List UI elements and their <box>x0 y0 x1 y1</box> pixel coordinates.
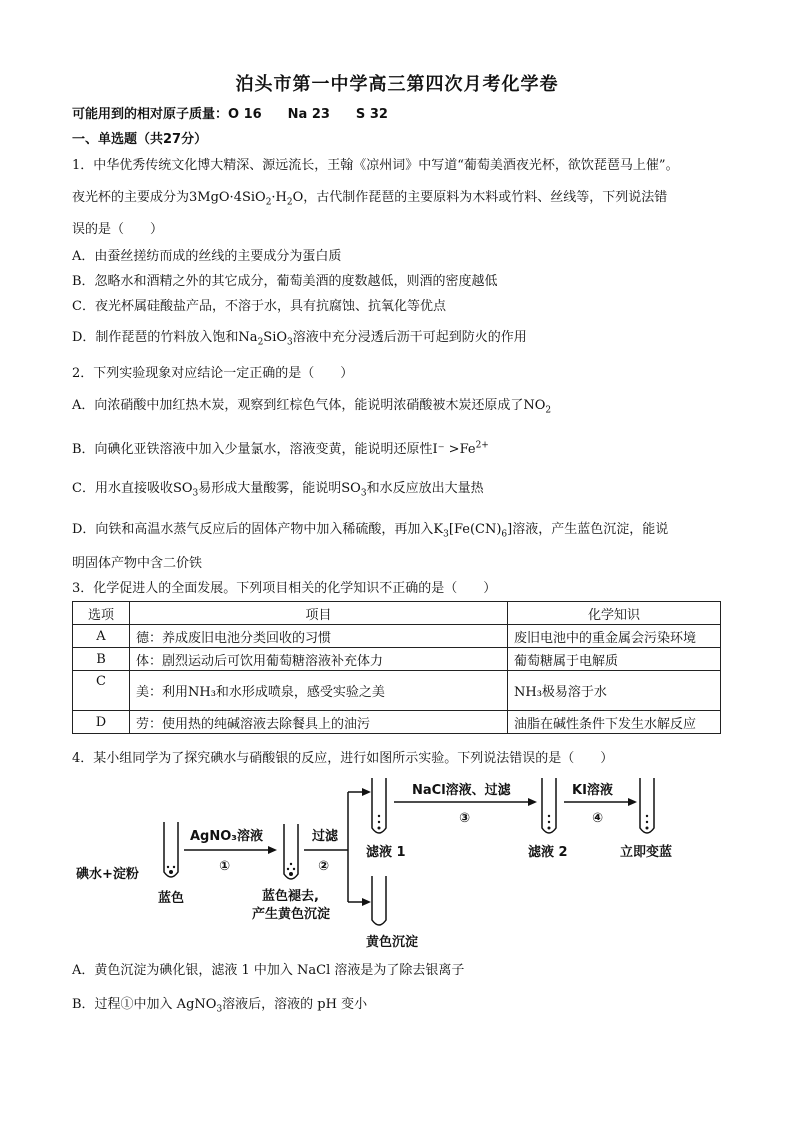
label-decolor: 蓝色褪去, <box>262 889 319 904</box>
row-item: 体：剧烈运动后可饮用葡萄糖溶液补充体力 <box>130 648 508 671</box>
q1-option-b: B．忽略水和酒精之外的其它成分，葡萄美酒的度数越低，则酒的密度越低 <box>72 274 498 289</box>
row-item: 德：养成废旧电池分类回收的习惯 <box>130 625 508 648</box>
q4-option-b: B．过程①中加入 AgNO$_3$溶液后，溶液的 pH 变小 <box>72 997 368 1015</box>
label-step3: NaCl溶液、过滤 <box>412 783 511 798</box>
label-yellow-precip-formed: 产生黄色沉淀 <box>252 907 331 922</box>
row-knowledge: NH₃极易溶于水 <box>508 671 721 711</box>
row-option: A <box>73 625 130 648</box>
row-option: D <box>73 711 130 734</box>
atomic-mass-note: 可能用到的相对原子质量：O 16 Na 23 S 32 <box>72 107 388 122</box>
row-option: C <box>73 671 130 711</box>
label-start: 碘水+淀粉 <box>76 867 139 882</box>
row-knowledge: 葡萄糖属于电解质 <box>508 648 721 671</box>
q1-option-c: C．夜光杯属硅酸盐产品，不溶于水，具有抗腐蚀、抗氧化等优点 <box>72 299 446 314</box>
q1-stem-line2: 夜光杯的主要成分为$3MgO\cdot 4SiO_2\cdot H_2O$，古代制作琵琶的主要原料为木料或竹料、丝线等，下列说法错 <box>72 190 668 208</box>
label-filtrate1: 滤液 1 <box>366 845 406 860</box>
label-n3: ③ <box>459 811 471 826</box>
q2-option-c: C．用水直接吸收$SO_3$易形成大量酸雾，能说明$SO_3$和水反应放出大量热 <box>72 481 484 499</box>
q2-stem: 2．下列实验现象对应结论一定正确的是（ ） <box>72 366 354 381</box>
label-n2: ② <box>318 859 330 874</box>
row-item: 美：利用NH₃和水形成喷泉，感受实验之美 <box>130 671 508 711</box>
q2-option-d: D．向铁和高温水蒸气反应后的固体产物中加入稀硫酸，再加入$K_3[Fe(CN)_6]$溶液，产生蓝色沉淀，能说 <box>72 522 669 540</box>
header-knowledge: 化学知识 <box>508 602 721 625</box>
q1-option-a: A．由蚕丝搓纺而成的丝线的主要成分为蛋白质 <box>72 249 342 264</box>
table-row <box>73 648 721 671</box>
q2-option-a: A．向浓硝酸中加红热木炭，观察到红棕色气体，能说明浓硝酸被木炭还原成了$NO_2$ <box>72 398 552 416</box>
row-knowledge: 油脂在碱性条件下发生水解反应 <box>508 711 721 734</box>
q3-stem: 3．化学促进人的全面发展。下列项目相关的化学知识不正确的是（ ） <box>72 581 497 596</box>
table-row <box>73 671 721 711</box>
section-heading: 一、单选题（共27分） <box>72 132 208 147</box>
table-row <box>73 625 721 648</box>
label-final: 立即变蓝 <box>620 845 673 860</box>
test-tube-2 <box>284 824 298 879</box>
q1-stem-line1: 1．中华优秀传统文化博大精深、源远流长，王翰《凉州词》中写道“葡萄美酒夜光杯，欲饮琵琶马上催”。 <box>72 158 679 173</box>
row-option: B <box>73 648 130 671</box>
test-tube-filtrate1 <box>372 778 386 833</box>
header-item: 项目 <box>130 602 508 625</box>
header-option: 选项 <box>73 602 130 625</box>
label-filtrate2: 滤液 2 <box>528 845 568 860</box>
label-blue: 蓝色 <box>158 891 185 906</box>
table-row <box>73 711 721 734</box>
q3-table <box>72 601 721 734</box>
q4-stem: 4．某小组同学为了探究碘水与硝酸银的反应，进行如图所示实验。下列说法错误的是（ ） <box>72 751 614 766</box>
exam-title: 泊头市第一中学高三第四次月考化学卷 <box>235 74 559 95</box>
label-precipitate: 黄色沉淀 <box>366 935 419 950</box>
test-tube-final <box>640 778 654 833</box>
test-tube-precipitate <box>372 876 386 925</box>
q2-option-d-cont: 明固体产物中含二价铁 <box>72 556 203 571</box>
experiment-diagram <box>72 772 712 952</box>
row-knowledge: 废旧电池中的重金属会污染环境 <box>508 625 721 648</box>
q4-option-a: A．黄色沉淀为碘化银，滤液 1 中加入 NaCl 溶液是为了除去银离子 <box>72 963 465 978</box>
q1-stem-line3: 误的是（ ） <box>72 222 164 237</box>
label-n1: ① <box>219 859 231 874</box>
label-step4: KI溶液 <box>572 783 613 798</box>
q2-option-b: B．向碘化亚铁溶液中加入少量氯水，溶液变黄，能说明还原性$I^- >Fe^{2+}$ <box>72 440 489 457</box>
q1-option-d: D．制作琵琶的竹料放入饱和$Na_2SiO_3$溶液中充分浸透后沥干可起到防火的作用 <box>72 330 527 348</box>
label-step1: AgNO₃溶液 <box>190 829 263 844</box>
label-n4: ④ <box>592 811 604 826</box>
row-item: 劳：使用热的纯碱溶液去除餐具上的油污 <box>130 711 508 734</box>
test-tube-1 <box>164 822 178 877</box>
table-header-row <box>73 602 721 625</box>
test-tube-filtrate2 <box>542 778 556 833</box>
label-step2: 过滤 <box>312 829 339 844</box>
